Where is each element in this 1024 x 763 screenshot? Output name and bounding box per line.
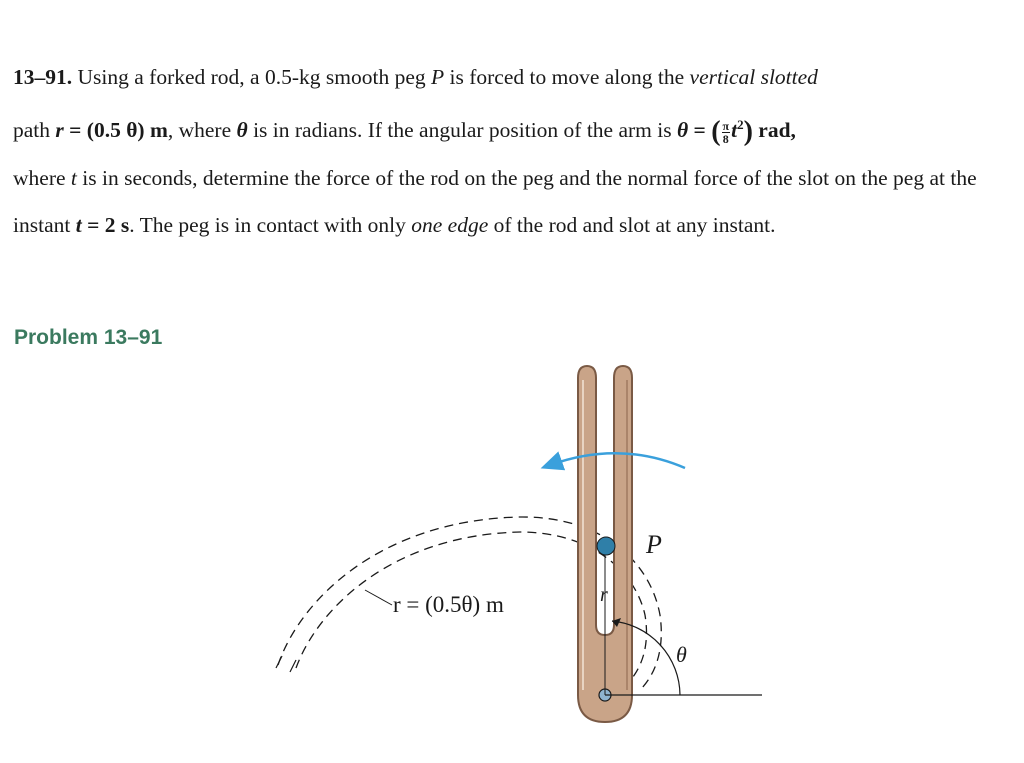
problem-number: 13–91. xyxy=(13,65,73,89)
problem-statement: 13–91. Using a forked rod, a 0.5-kg smooth peg P is forced to move along the vertical slotted path r = (0.5 θ) m, where θ is in radians. If the angular position of the arm is θ = ( $\frac{\pi}{8}$ $t^2$) rad, where t is in seconds, determine the force of the rod on the peg and the normal force of the slot on the peg at the instant t = 2 s. The peg is in contact with only one edge of the rod and slot at any instant. xyxy=(13,65,977,238)
peg xyxy=(597,537,615,555)
path-equation-label: r = (0.5θ) m xyxy=(393,592,504,617)
peg-label: P xyxy=(646,530,662,559)
path-label-leader xyxy=(365,590,392,605)
pi-over-8-fraction: $\frac{\pi}{8}$ xyxy=(722,118,730,146)
theta-label: θ xyxy=(676,642,687,667)
r-label: r xyxy=(600,584,608,606)
figure-title: Problem 13–91 xyxy=(14,326,163,349)
